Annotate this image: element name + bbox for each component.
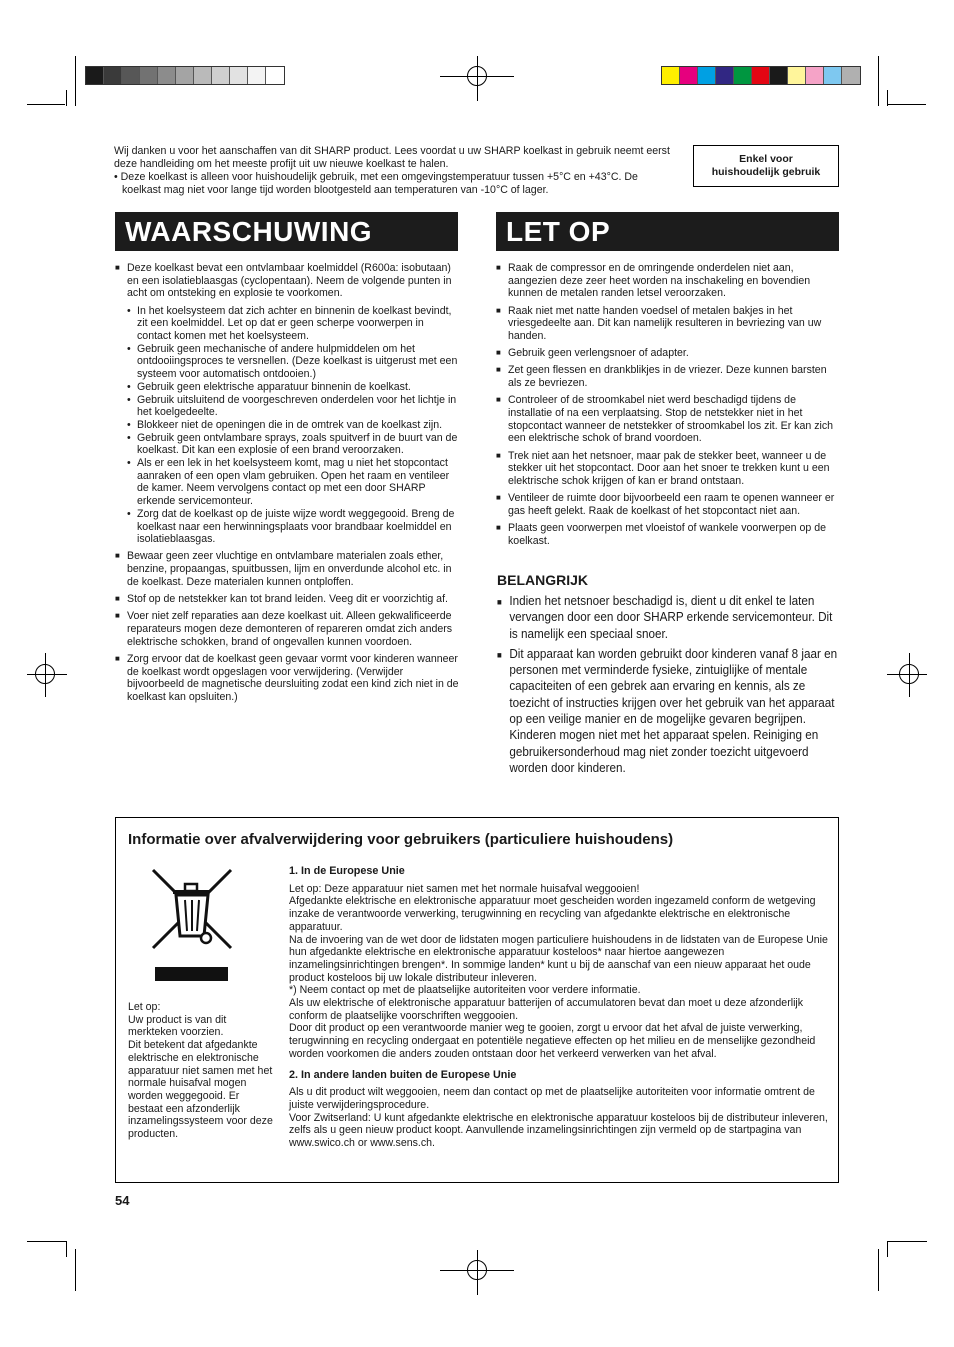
grayscale-swatch <box>266 67 284 84</box>
warning-subitem: • In het koelsysteem dat zich achter en binnenin de koelkast bevindt, zit een koelmiddel. Let op dat er geen scherpe voorwerpen in contact komen met het koelsysteem. <box>115 305 460 343</box>
warning-subitem: • Gebruik geen mechanische of andere hulpmiddelen om het ontdooiingsproces te versnellen. (Deze koelkast is uitgerust met een systeem voor automatisch ontdooien.) <box>115 343 460 381</box>
warning-subitem: • Zorg dat de koelkast op de juiste wijze wordt weggegooid. Breng de koelkast naar een herwinningsplaats voor brandbaar koelmiddel en isolatieblaasgas. <box>115 508 460 546</box>
crop-mark <box>27 1241 67 1242</box>
grayscale-swatch <box>194 67 212 84</box>
caution-item: ■ Plaats geen voorwerpen met vloeistof of wankele voorwerpen op de koelkast. <box>496 522 841 547</box>
crossed-out-bin-icon <box>149 868 235 954</box>
crop-mark <box>887 1241 927 1242</box>
process-color-swatch <box>824 67 842 84</box>
process-color-swatch <box>770 67 788 84</box>
crop-mark <box>888 104 926 105</box>
caution-item: ■ Controleer of de stroomkabel niet werd beschadigd tijdens de installatie of na een verplaatsing. Stop de netstekker niet in het stopcontact wanneer de netstekker of stroomkabel los zit. Er kan zich een elektrische schok of brand voordoen. <box>496 394 841 445</box>
grayscale-swatch <box>104 67 122 84</box>
caution-item: ■ Gebruik geen verlengsnoer of adapter. <box>496 347 841 360</box>
crop-mark <box>66 1241 67 1257</box>
process-color-swatch <box>680 67 698 84</box>
process-color-swatch <box>842 67 860 84</box>
grayscale-swatch <box>230 67 248 84</box>
crop-mark <box>75 56 76 106</box>
process-color-swatch <box>662 67 680 84</box>
process-color-swatch <box>734 67 752 84</box>
caution-item: ■ Zet geen flessen en drankblikjes in de vriezer. Deze kunnen barsten als ze bevriezen. <box>496 364 841 389</box>
warning-item: ■ Deze koelkast bevat een ontvlambaar koelmiddel (R600a: isobutaan) en een isolatieblaasgas (cyclopentaan). Neem de volgende punten in acht om ontsteking en explosie te voorkomen. <box>115 262 460 300</box>
grayscale-swatch <box>158 67 176 84</box>
eu-heading: 1. In de Europese Unie <box>289 865 405 877</box>
page-number: 54 <box>115 1193 130 1208</box>
crop-mark <box>75 1249 76 1291</box>
grayscale-swatch <box>212 67 230 84</box>
caution-item: ■ Raak de compressor en de omringende onderdelen niet aan, aangezien deze zeer heet worden na inschakeling en bovendien kunnen de metalen randen letsel veroorzaken. <box>496 262 841 300</box>
grayscale-swatch <box>86 67 104 84</box>
disposal-left-note: Let op: Uw product is van dit merkteken voorzien. Dit betekent dat afgedankte elektrische en elektronische apparatuur niet samen met het normale huisafval mogen worden weggegooid. Er bestaat een afzonderlijk inzamelingssysteem voor deze producten. <box>128 1001 273 1141</box>
disposal-info-box <box>115 817 839 1183</box>
bin-bar-mark <box>155 967 228 981</box>
crop-mark <box>878 1249 879 1291</box>
caution-item: ■ Ventileer de ruimte door bijvoorbeeld een raam te openen wanneer er gas heeft gelekt. Raak de koelkast of het stopcontact niet aan. <box>496 492 841 517</box>
warning-item: ■ Voer niet zelf reparaties aan deze koelkast uit. Alleen gekwalificeerde reparateurs mogen deze demonteren of repareren omdat zich anders elektrische schokken, brand of ongevallen kunnen voordoen. <box>115 610 460 648</box>
grayscale-swatch <box>122 67 140 84</box>
warning-subitem: • Gebruik geen ontvlambare sprays, zoals spuitverf in de buurt van de koelkast. Dit kan een explosie of een brand veroorzaken. <box>115 432 460 457</box>
disposal-details <box>289 865 829 1150</box>
process-color-swatch <box>716 67 734 84</box>
crop-mark <box>66 90 67 106</box>
warning-item: ■ Bewaar geen zeer vluchtige en ontvlambare materialen zoals ether, benzine, propaangas, spuitbussen, lijm en onverdunde alcohol etc. in de koelkast. Deze materialen kunnen ontploffen. <box>115 550 460 588</box>
caution-item: ■ Trek niet aan het netsnoer, maar pak de stekker beet, wanneer u de stekker uit het stopcontact. Door aan het snoer te trekken kunt u een elektrische schok krijgen of kan er brand ontstaan. <box>496 450 841 488</box>
process-color-bar <box>661 66 861 85</box>
process-color-swatch <box>788 67 806 84</box>
household-use-badge <box>693 145 839 187</box>
crop-mark <box>887 90 888 106</box>
important-list <box>497 593 842 780</box>
badge-line: huishoudelijk gebruik <box>711 165 821 178</box>
important-heading: BELANGRIJK <box>497 572 589 588</box>
intro-line: Wij danken u voor het aanschaffen van dit SHARP product. Lees voordat u uw SHARP koelkast in gebruik neemt eerst deze handleiding om het meeste profijt uit uw nieuwe koelkast te halen. <box>114 145 670 170</box>
warning-item: ■ Stof op de netstekker kan tot brand leiden. Veeg dit er voorzichtig af. <box>115 593 460 606</box>
crop-mark <box>878 56 879 106</box>
eu-text: Let op: Deze apparatuur niet samen met het normale huisafval weggooien! Afgedankte elektrische en elektronische apparatuur moet gescheiden worden ingezameld conform de wetgeving inzake de verantwoorde verwerking, terugwinning en recycling van afgedankte elektrische en elektronische apparatuur. Na de invoering van de wet door de lidstaten mogen particuliere huishoudens in de lidstaten van de Europese Unie hun afgedankte elektrische en elektronische apparatuur kosteloos* naar hiertoe aangewezen inzamelingsinrichtingen brengen*. In sommige landen* kunt u bij de aanschaf van een nieuw apparaat het oude product kosteloos bij uw lokale distributeur inleveren. *) Neem contact op met de plaatselijke autoriteiten voor verdere informatie. Als uw elektrische of elektronische apparatuur batterijen of accumulatoren bevat dan moet u deze afzonderlijk conform de plaatselijke voorschriften weggooien. Door dit product op een verantwoorde manier weg te gooien, zorgt u ervoor dat het afval de juiste verwerking, terugwinning en recycling ondergaat en potentiële negatieve effecten op het milieu en de menselijke gezondheid worden voorkomen die anders zouden ontstaan door het verkeerd verwerken van het afval. <box>289 882 828 1060</box>
warning-sublist <box>115 305 460 546</box>
intro-text <box>114 145 674 197</box>
warning-subitem: • Als er een lek in het koelsysteem komt, mag u niet het stopcontact aanraken of een open vlam gebruiken. Open het raam en ventileer de kamer. Neem vervolgens contact op met een door SHARP erkende servicemonteur. <box>115 457 460 508</box>
grayscale-swatch <box>140 67 158 84</box>
important-item: ■ Dit apparaat kan worden gebruikt door kinderen vanaf 8 jaar en personen met verminderde fysieke, zintuiglijke of mentale capaciteiten of een gebrek aan ervaring en kennis, als ze toezicht of instructies krijgen over het gebruik van het apparaat op een veilige manier en de mogelijke gevaren begrijpen. Kinderen mogen niet met het apparaat spelen. Reiniging en gebruikersonderhoud mag niet zonder toezicht uitgevoerd worden door kinderen. <box>497 646 838 776</box>
grayscale-swatch <box>248 67 266 84</box>
grayscale-swatch <box>176 67 194 84</box>
process-color-swatch <box>752 67 770 84</box>
crop-mark <box>887 1241 888 1257</box>
process-color-swatch <box>806 67 824 84</box>
warning-subitem: • Gebruik uitsluitend de voorgeschreven onderdelen voor het lichtje in het koelgedeelte. <box>115 394 460 419</box>
other-countries-text: Als u dit product wilt weggooien, neem dan contact op met de plaatselijke autoriteiten voor informatie omtrent de juiste verwijderingsprocedure. Voor Zwitserland: U kunt afgedankte elektrische en elektronische apparatuur kosteloos bij de distributeur inleveren, zelfs als u geen nieuw product koopt. Aanvullende inzamelingsinrichtingen zijn vermeld op de startpagina van www.swico.ch or www.sens.ch. <box>289 1086 828 1150</box>
disposal-title: Informatie over afvalverwijdering voor gebruikers (particuliere huishoudens) <box>128 831 674 848</box>
warning-subitem: • Gebruik geen elektrische apparatuur binnenin de koelkast. <box>115 381 460 394</box>
important-item: ■ Indien het netsnoer beschadigd is, dient u dit enkel te laten vervangen door een door SHARP erkende servicemonteur. Dit is namelijk een speciaal snoer. <box>497 593 838 642</box>
warning-list <box>115 262 460 708</box>
warning-heading: WAARSCHUWING <box>115 212 458 251</box>
caution-item: ■ Raak niet met natte handen voedsel of metalen bakjes in het vriesgedeelte aan. Dit kan namelijk resulteren in bevriezing van uw handen. <box>496 305 841 343</box>
intro-line: • Deze koelkast is alleen voor huishoudelijk gebruik, met een omgevingstemperatuur tussen +5°C en +43°C. De koelkast mag niet voor lange tijd worden blootgesteld aan temperaturen van -10°C of lager. <box>114 171 638 196</box>
caution-list <box>496 262 841 552</box>
warning-item: ■ Zorg ervoor dat de koelkast geen gevaar vormt voor kinderen wanneer de koelkast wordt opgeslagen voor verwijdering. (Verwijder bijvoorbeeld de magnetische deursluiting zodat een kind zich niet in de koelkast kan opsluiten.) <box>115 653 460 704</box>
badge-line: Enkel voor <box>739 153 793 165</box>
process-color-swatch <box>698 67 716 84</box>
grayscale-bar <box>85 66 285 85</box>
warning-subitem: • Blokkeer niet de openingen die in de omtrek van de koelkast zijn. <box>115 419 460 432</box>
caution-heading: LET OP <box>496 212 839 251</box>
other-countries-heading: 2. In andere landen buiten de Europese Unie <box>289 1068 517 1081</box>
crop-mark <box>27 104 65 105</box>
